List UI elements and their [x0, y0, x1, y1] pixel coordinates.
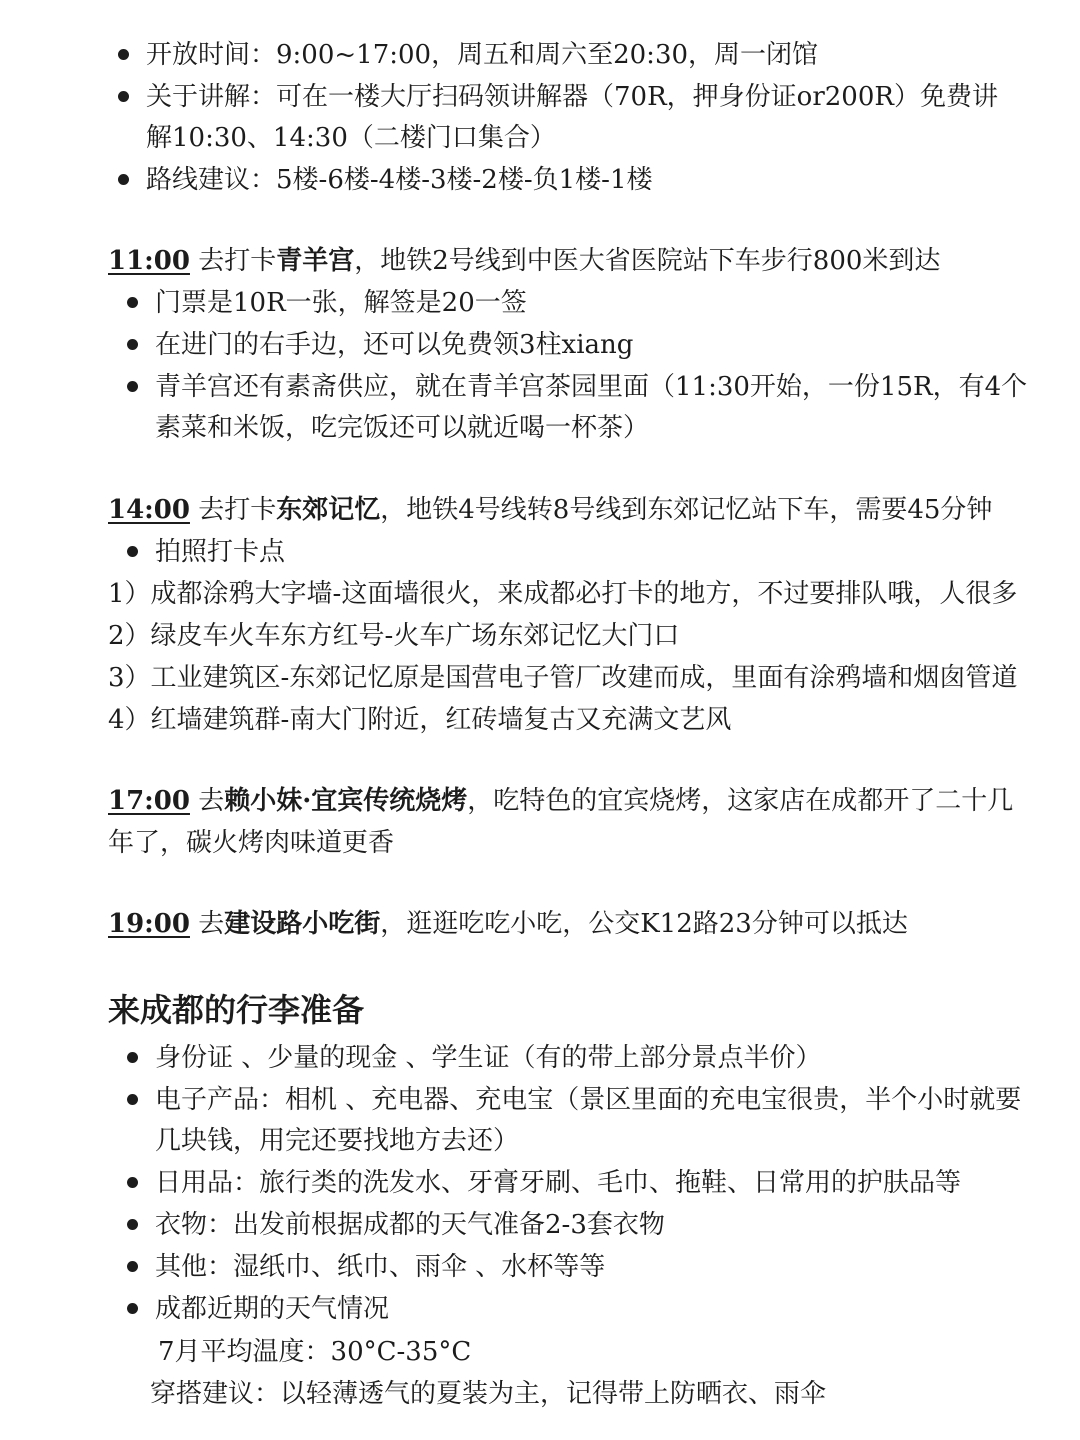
- bullet-dot-icon: [127, 1094, 138, 1105]
- post-1900: ，逛逛吃吃小吃，公交K12路23分钟可以抵达: [380, 909, 908, 939]
- list-item: 身份证 、少量的现金 、学生证（有的带上部分景点半价）: [155, 1043, 822, 1073]
- museum-route: 路线建议：5楼-6楼-4楼-3楼-2楼-负1楼-1楼: [146, 165, 653, 195]
- bullet-dot-icon: [118, 174, 129, 185]
- bullet-dot-icon: [127, 339, 138, 350]
- time-1900: 19:00: [108, 909, 190, 939]
- list-item: 衣物：出发前根据成都的天气准备2-3套衣物: [155, 1210, 665, 1240]
- photo-spot-1: 1）成都涂鸦大字墙-这面墙很火，来成都必打卡的地方，不过要排队哦，人很多: [108, 579, 1018, 609]
- schedule-1900: [108, 907, 1080, 941]
- list-item: 拍照打卡点: [155, 537, 286, 567]
- pre-1700: 去: [189, 786, 225, 816]
- list-item: 日用品：旅行类的洗发水、牙膏牙刷、毛巾、拖鞋、日常用的护肤品等: [155, 1168, 962, 1198]
- list-item: 成都近期的天气情况: [155, 1294, 390, 1324]
- place-1900: 建设路小吃街: [224, 909, 381, 939]
- bullet-dot-icon: [118, 49, 129, 60]
- schedule-1400: [108, 493, 1080, 527]
- bullet-dot-icon: [127, 1303, 138, 1314]
- bullet-dot-icon: [118, 91, 129, 102]
- bullet-dot-icon: [127, 381, 138, 392]
- pre-1100: 去打卡: [189, 246, 277, 276]
- photo-spot-2: 2）绿皮车火车东方红号-火车广场东郊记忆大门口: [108, 621, 680, 651]
- schedule-1100: [108, 244, 1080, 278]
- pre-1400: 去打卡: [189, 495, 277, 525]
- museum-guide-cont: 解10:30、14:30（二楼门口集合）: [146, 123, 556, 153]
- post-1700: ，吃特色的宜宾烧烤，这家店在成都开了二十几: [467, 786, 1014, 816]
- schedule-1700: [108, 784, 1080, 818]
- schedule-1700-cont: 年了，碳火烤肉味道更香: [108, 828, 395, 858]
- bullet-dot-icon: [127, 1177, 138, 1188]
- bullet-dot-icon: [127, 1052, 138, 1063]
- bullet-dot-icon: [127, 1261, 138, 1272]
- place-1100: 青羊宫: [276, 246, 355, 276]
- list-item: 其他：湿纸巾、纸巾、雨伞 、水杯等等: [155, 1252, 606, 1282]
- photo-spot-3: 3）工业建筑区-东郊记忆原是国营电子管厂改建而成，里面有涂鸦墙和烟囱管道: [108, 663, 1018, 693]
- weather-temp: 7月平均温度：30°C-35°C: [158, 1337, 472, 1367]
- post-1400: ，地铁4号线转8号线到东郊记忆站下车，需要45分钟: [380, 495, 993, 525]
- time-1700: 17:00: [108, 786, 190, 816]
- list-item: 青羊宫还有素斋供应，就在青羊宫茶园里面（11:30开始，一份15R，有4个: [155, 372, 1028, 402]
- bullet-dot-icon: [127, 1219, 138, 1230]
- museum-guide: 关于讲解：可在一楼大厅扫码领讲解器（70R，押身份证or200R）免费讲: [146, 82, 998, 112]
- bullet-dot-icon: [127, 546, 138, 557]
- bullet-dot-icon: [127, 297, 138, 308]
- time-1100: 11:00: [108, 246, 190, 276]
- packing-heading: 来成都的行李准备: [108, 991, 365, 1029]
- list-item: 电子产品：相机 、充电器、充电宝（景区里面的充电宝很贵，半个小时就要: [155, 1085, 1022, 1115]
- post-1100: ，地铁2号线到中医大省医院站下车步行800米到达: [354, 246, 941, 276]
- photo-spot-4: 4）红墙建筑群-南大门附近，红砖墙复古又充满文艺风: [108, 705, 732, 735]
- time-1400: 14:00: [108, 495, 190, 525]
- list-item: 门票是10R一张，解签是20一签: [155, 288, 527, 318]
- list-item: 在进门的右手边，还可以免费领3柱xiang: [155, 330, 634, 360]
- list-item-cont: 素菜和米饭，吃完饭还可以就近喝一杯茶）: [155, 413, 650, 443]
- place-1700: 赖小妹·宜宾传统烧烤: [224, 786, 468, 816]
- museum-hours: 开放时间：9:00~17:00，周五和周六至20:30，周一闭馆: [146, 40, 819, 70]
- weather-advice: 穿搭建议：以轻薄透气的夏装为主，记得带上防晒衣、雨伞: [150, 1379, 827, 1409]
- place-1400: 东郊记忆: [276, 495, 381, 525]
- list-item-cont: 几块钱，用完还要找地方去还）: [155, 1126, 520, 1156]
- pre-1900: 去: [189, 909, 225, 939]
